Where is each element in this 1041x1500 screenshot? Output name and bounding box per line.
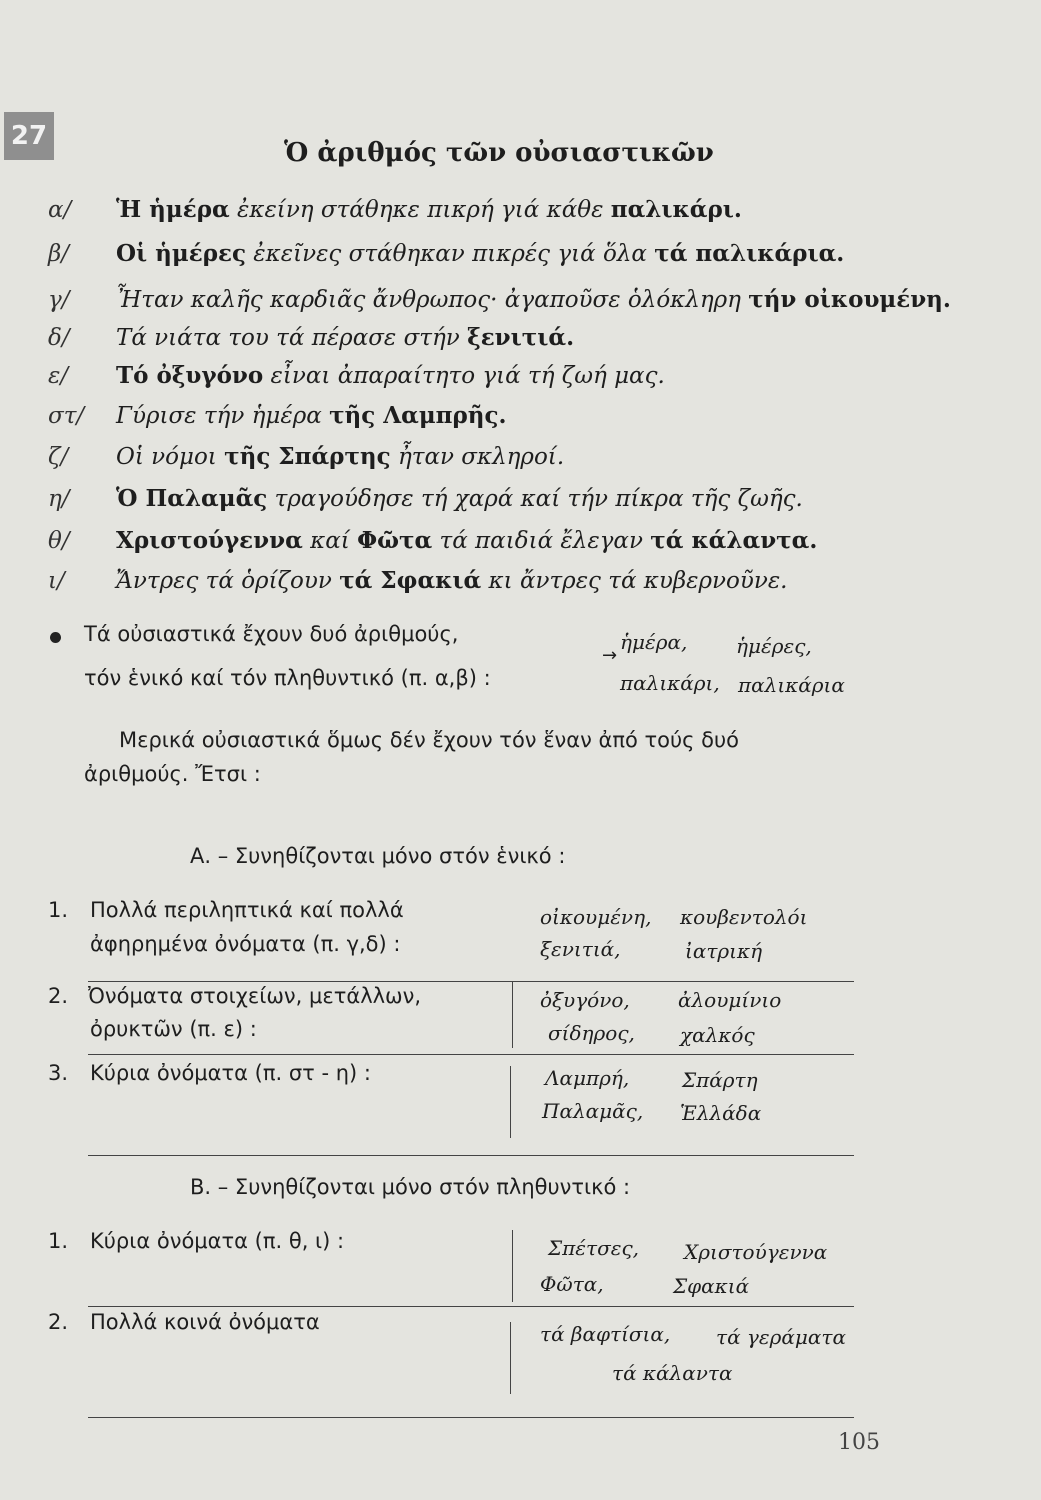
example-keyword: τά Σφακιά bbox=[339, 567, 482, 594]
lesson-title: Ὁ ἀριθμός τῶν οὐσιαστικῶν bbox=[284, 138, 714, 168]
section-a-row1-line1: Πολλά περιληπτικά καί πολλά bbox=[90, 898, 404, 922]
section-a-bottom-rule bbox=[88, 1155, 854, 1156]
section-b-row2-number: 2. bbox=[48, 1310, 69, 1334]
example-marker: γ/ bbox=[48, 287, 70, 313]
example-sentence bbox=[48, 324, 574, 358]
section-a-row3-line1: Κύρια ὀνόματα (π. στ - η) : bbox=[90, 1061, 371, 1085]
section-b-row1-example-1a: Σπέτσες, bbox=[548, 1236, 640, 1260]
example-text: Τά νιάτα του τά πέρασε στήν bbox=[116, 325, 468, 351]
section-b-bottom-rule bbox=[88, 1417, 854, 1418]
section-b-column-divider-1 bbox=[512, 1230, 513, 1302]
rule-example-plural-2: παλικάρια bbox=[738, 673, 845, 697]
page-number: 105 bbox=[838, 1430, 880, 1455]
example-text: ἐκείνη στάθηκε πικρή γιά κάθε bbox=[229, 197, 611, 223]
section-b-column-divider-2 bbox=[510, 1322, 511, 1394]
example-sentence bbox=[48, 240, 844, 274]
rule-line-1: Τά οὐσιαστικά ἔχουν δυό ἀριθμούς, bbox=[84, 622, 459, 646]
section-a-row2-example-2a: σίδηρος, bbox=[548, 1021, 635, 1045]
section-a-row2-number: 2. bbox=[48, 984, 69, 1008]
example-keyword: Ὁ Παλαμᾶς bbox=[116, 485, 268, 512]
example-keyword: Τό ὀξυγόνο bbox=[116, 362, 264, 389]
example-sentence bbox=[48, 196, 742, 230]
section-a-column-divider-2 bbox=[510, 1066, 511, 1138]
section-a-row2-line2: ὀρυκτῶν (π. ε) : bbox=[90, 1017, 257, 1041]
example-marker: β/ bbox=[48, 241, 70, 267]
section-a-row2-example-1b: ἀλουμίνιο bbox=[678, 988, 782, 1012]
example-keyword: τά παλικάρια. bbox=[654, 240, 845, 267]
lesson-number-badge: 27 bbox=[4, 112, 54, 160]
example-sentence bbox=[48, 402, 507, 436]
section-a-row3-example-2b: Ἑλλάδα bbox=[680, 1101, 762, 1125]
rule-example-singular-2: παλικάρι, bbox=[620, 671, 720, 695]
example-sentence bbox=[48, 443, 564, 477]
example-sentence bbox=[48, 362, 665, 396]
section-b-row1-example-1b: Χριστούγεννα bbox=[684, 1240, 828, 1264]
section-b-row1-number: 1. bbox=[48, 1229, 69, 1253]
example-text: Οἱ νόμοι bbox=[116, 444, 225, 470]
example-text: τά παιδιά ἔλεγαν bbox=[432, 528, 651, 554]
bullet-icon bbox=[50, 632, 61, 643]
example-text: καί bbox=[302, 528, 358, 554]
section-a-row3-example-2a: Παλαμᾶς, bbox=[542, 1099, 644, 1123]
example-text: τραγούδησε τή χαρά καί τήν πίκρα τῆς ζωῆς. bbox=[267, 486, 803, 512]
section-a-row1-line2: ἀφηρημένα ὀνόματα (π. γ,δ) : bbox=[90, 932, 401, 956]
example-sentence bbox=[48, 286, 951, 320]
example-keyword: Χριστούγεννα bbox=[116, 527, 303, 554]
section-a-row-divider-1 bbox=[88, 981, 854, 982]
example-text: Ἄντρες τά ὁρίζουν bbox=[116, 568, 340, 594]
section-b-heading: Β. – Συνηθίζονται μόνο στόν πληθυντικό : bbox=[190, 1175, 631, 1199]
example-keyword: Φῶτα bbox=[357, 527, 433, 554]
example-text: ἦταν σκληροί. bbox=[390, 444, 565, 470]
example-marker: α/ bbox=[48, 197, 72, 223]
example-sentence bbox=[48, 527, 817, 561]
section-b-row2-example-2a: τά κάλαντα bbox=[612, 1361, 733, 1385]
section-b-row2-example-1a: τά βαφτίσια, bbox=[540, 1322, 671, 1346]
section-a-row2-line1: Ὀνόματα στοιχείων, μετάλλων, bbox=[88, 984, 422, 1008]
rule-line-2: τόν ἑνικό καί τόν πληθυντικό (π. α,β) : bbox=[84, 666, 491, 690]
example-sentence bbox=[48, 567, 787, 601]
section-a-row1-example-2a: ξενιτιά, bbox=[540, 937, 621, 961]
example-marker: ε/ bbox=[48, 363, 69, 389]
section-a-row1-example-2b: ἰατρική bbox=[685, 939, 763, 963]
example-text: Γύρισε τήν ἡμέρα bbox=[116, 403, 330, 429]
note-line-2: ἀριθμούς. Ἔτσι : bbox=[84, 762, 261, 786]
example-marker: στ/ bbox=[48, 403, 85, 429]
example-text: ἐκεῖνες στάθηκαν πικρές γιά ὅλα bbox=[246, 241, 655, 267]
example-keyword: ξενιτιά. bbox=[467, 324, 575, 351]
example-keyword: τῆς Λαμπρῆς. bbox=[329, 402, 507, 429]
example-sentence bbox=[48, 485, 803, 519]
rule-example-plural-1: ἡμέρες, bbox=[736, 634, 812, 658]
example-keyword: Ἡ ἡμέρα bbox=[116, 196, 230, 223]
section-a-heading: Α. – Συνηθίζονται μόνο στόν ἑνικό : bbox=[190, 844, 566, 868]
example-keyword: τῆς Σπάρτης bbox=[224, 443, 391, 470]
section-a-row2-example-2b: χαλκός bbox=[680, 1023, 755, 1047]
section-a-row-divider-2 bbox=[88, 1054, 854, 1055]
section-a-row3-example-1a: Λαμπρή, bbox=[545, 1066, 630, 1090]
note-line-1: Μερικά οὐσιαστικά ὅμως δέν ἔχουν τόν ἕναν ἀπό τούς δυό bbox=[119, 728, 740, 752]
arrow-icon: → bbox=[602, 645, 618, 666]
example-marker: ζ/ bbox=[48, 444, 69, 470]
section-b-row1-line1: Κύρια ὀνόματα (π. θ, ι) : bbox=[90, 1229, 345, 1253]
section-a-row3-number: 3. bbox=[48, 1061, 69, 1085]
section-a-row3-example-1b: Σπάρτη bbox=[682, 1068, 758, 1092]
section-a-row2-example-1a: ὀξυγόνο, bbox=[540, 988, 630, 1012]
example-marker: δ/ bbox=[48, 325, 70, 351]
example-keyword: παλικάρι. bbox=[610, 196, 742, 223]
section-a-row1-example-1b: κουβεντολόι bbox=[680, 905, 808, 929]
section-a-row1-number: 1. bbox=[48, 898, 69, 922]
section-b-row-divider bbox=[88, 1306, 854, 1307]
example-text: εἶναι ἀπαραίτητο γιά τή ζωή μας. bbox=[263, 363, 665, 389]
section-a-column-divider-1 bbox=[512, 982, 513, 1048]
example-text: κι ἄντρες τά κυβερνοῦνε. bbox=[481, 568, 788, 594]
section-b-row1-example-2b: Σφακιά bbox=[673, 1274, 750, 1298]
section-b-row1-example-2a: Φῶτα, bbox=[540, 1272, 604, 1296]
example-keyword: τά κάλαντα. bbox=[650, 527, 818, 554]
example-marker: ι/ bbox=[48, 568, 65, 594]
example-marker: θ/ bbox=[48, 528, 70, 554]
example-keyword: Οἱ ἡμέρες bbox=[116, 240, 246, 267]
section-b-row2-example-1b: τά γεράματα bbox=[716, 1325, 846, 1349]
section-a-row1-example-1a: οἰκουμένη, bbox=[540, 905, 652, 929]
example-text: Ἦταν καλῆς καρδιᾶς ἄνθρωπος· ἀγαποῦσε ὁλόκληρη bbox=[116, 287, 749, 313]
rule-example-singular-1: ἡμέρα, bbox=[620, 630, 688, 654]
example-keyword: τήν οἰκουμένη. bbox=[748, 286, 951, 313]
section-b-row2-line1: Πολλά κοινά ὀνόματα bbox=[90, 1310, 320, 1334]
example-marker: η/ bbox=[48, 486, 70, 512]
